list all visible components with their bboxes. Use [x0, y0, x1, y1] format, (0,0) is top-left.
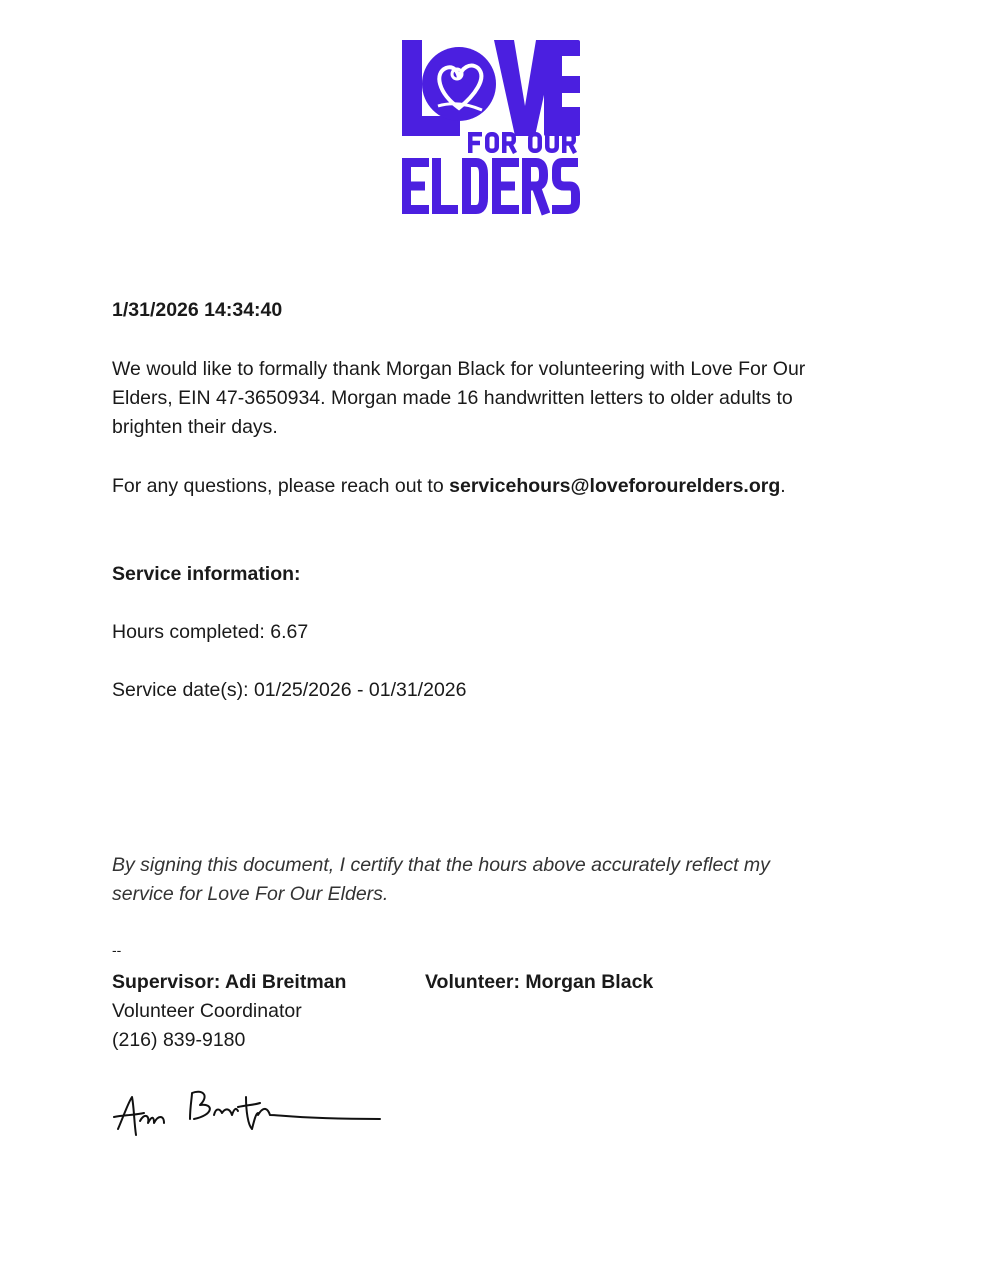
supervisor-signature [110, 1085, 390, 1145]
questions-suffix: . [780, 475, 786, 497]
volunteer-label: Volunteer: Morgan Black [425, 971, 654, 993]
contact-email-link[interactable]: servicehours@loveforourelders.org [449, 475, 781, 497]
certification-line-1: By signing this document, I certify that the hours above accurately reflect my [112, 854, 770, 876]
questions-line [112, 472, 786, 501]
hours-completed: Hours completed: 6.67 [112, 621, 309, 643]
separator: -- [112, 942, 122, 958]
questions-prefix: For any questions, please reach out to [112, 475, 450, 497]
supervisor-label: Supervisor: Adi Breitman [112, 971, 347, 993]
timestamp: 1/31/2026 14:34:40 [112, 299, 283, 321]
supervisor-title: Volunteer Coordinator [112, 1000, 302, 1022]
service-dates: Service date(s): 01/25/2026 - 01/31/2026 [112, 679, 467, 701]
body-line-2: Elders, EIN 47-3650934. Morgan made 16 handwritten letters to older adults to [112, 387, 793, 409]
love-for-our-elders-logo [398, 38, 584, 220]
certification-line-2: service for Love For Our Elders. [112, 883, 389, 905]
supervisor-phone: (216) 839-9180 [112, 1029, 246, 1051]
service-heading: Service information: [112, 563, 301, 585]
body-line-1: We would like to formally thank Morgan Black for volunteering with Love For Our [112, 358, 806, 380]
logo-elders-lettering [407, 158, 579, 214]
body-line-3: brighten their days. [112, 416, 278, 438]
